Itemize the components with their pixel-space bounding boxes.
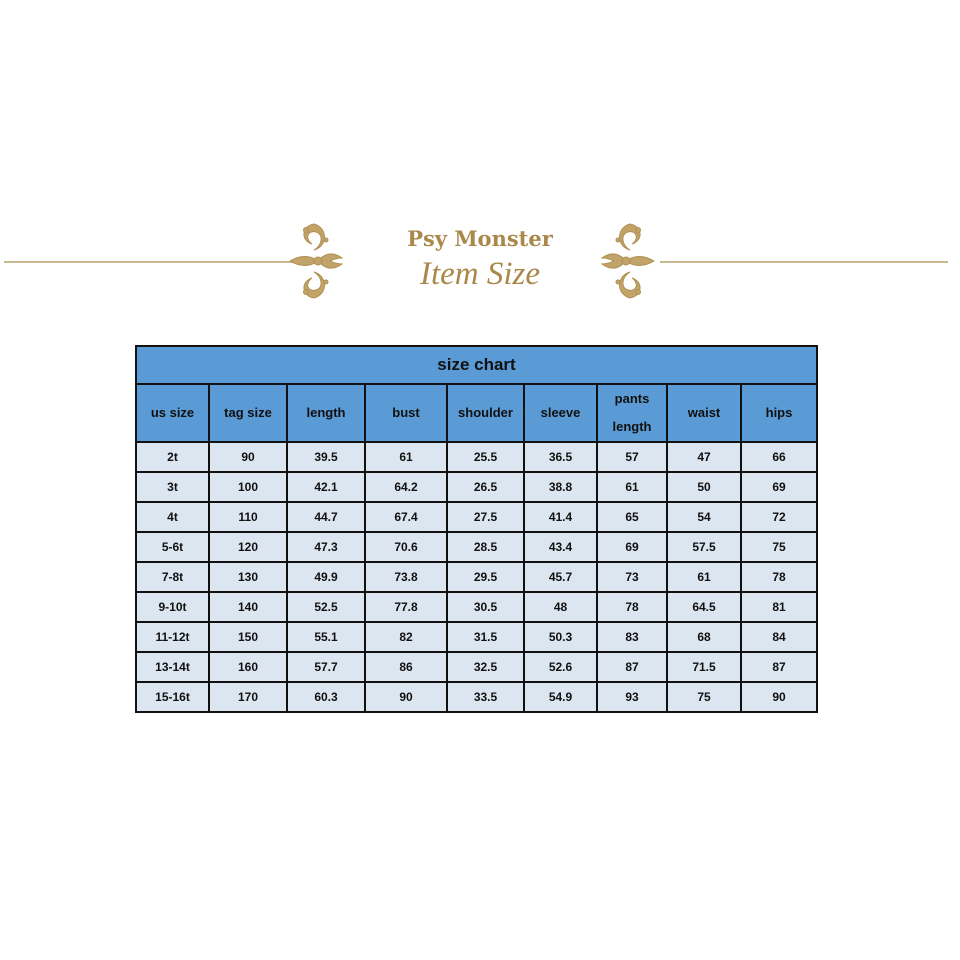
table-row — [136, 682, 817, 712]
table-cell: 11-12t — [136, 622, 209, 652]
table-row — [136, 592, 817, 622]
table-cell: 13-14t — [136, 652, 209, 682]
column-header-label-line2: length — [612, 419, 652, 434]
table-cell: 41.4 — [524, 502, 597, 532]
table-cell: 81 — [741, 592, 817, 622]
table-cell: 3t — [136, 472, 209, 502]
table-cell: 31.5 — [447, 622, 524, 652]
table-cell: 77.8 — [365, 592, 447, 622]
table-cell: 70.6 — [365, 532, 447, 562]
table-row — [136, 532, 817, 562]
table-cell: 78 — [597, 592, 667, 622]
table-cell: 170 — [209, 682, 287, 712]
table-cell: 44.7 — [287, 502, 365, 532]
table-cell: 86 — [365, 652, 447, 682]
table-cell: 49.9 — [287, 562, 365, 592]
table-cell: 25.5 — [447, 442, 524, 472]
table-cell: 39.5 — [287, 442, 365, 472]
table-cell: 15-16t — [136, 682, 209, 712]
column-header — [447, 384, 524, 442]
table-row — [136, 472, 817, 502]
table-row — [136, 562, 817, 592]
table-cell: 120 — [209, 532, 287, 562]
flourish-ornament-left — [284, 216, 344, 306]
table-cell: 61 — [667, 562, 741, 592]
column-header-label: hips — [765, 405, 793, 420]
column-header — [365, 384, 447, 442]
table-cell: 69 — [597, 532, 667, 562]
table-cell: 26.5 — [447, 472, 524, 502]
table-cell: 68 — [667, 622, 741, 652]
table-title: size chart — [136, 346, 817, 384]
table-cell: 100 — [209, 472, 287, 502]
table-cell: 33.5 — [447, 682, 524, 712]
table-row — [136, 652, 817, 682]
table-cell: 54 — [667, 502, 741, 532]
table-cell: 55.1 — [287, 622, 365, 652]
table-cell: 50 — [667, 472, 741, 502]
brand-name: Psy Monster — [407, 226, 553, 251]
header-banner — [0, 200, 960, 320]
table-cell: 72 — [741, 502, 817, 532]
table-cell: 61 — [597, 472, 667, 502]
table-cell: 27.5 — [447, 502, 524, 532]
column-header-label: tag size — [224, 405, 272, 420]
table-cell: 45.7 — [524, 562, 597, 592]
table-row — [136, 442, 817, 472]
column-header — [524, 384, 597, 442]
table-cell: 7-8t — [136, 562, 209, 592]
column-header — [209, 384, 287, 442]
table-cell: 61 — [365, 442, 447, 472]
table-header-row — [136, 384, 817, 442]
page-subtitle: Item Size — [419, 256, 541, 292]
table-cell: 69 — [741, 472, 817, 502]
table-cell: 52.6 — [524, 652, 597, 682]
column-header-label: length — [306, 405, 346, 420]
table-cell: 83 — [597, 622, 667, 652]
table-title-row — [136, 346, 817, 384]
table-cell: 90 — [209, 442, 287, 472]
table-cell: 32.5 — [447, 652, 524, 682]
table-cell: 87 — [741, 652, 817, 682]
table-cell: 65 — [597, 502, 667, 532]
divider-line-left — [4, 261, 296, 263]
table-cell: 64.5 — [667, 592, 741, 622]
table-cell: 29.5 — [447, 562, 524, 592]
table-cell: 43.4 — [524, 532, 597, 562]
column-header-label: sleeve — [540, 405, 581, 420]
size-chart-table — [135, 345, 818, 713]
table-cell: 75 — [667, 682, 741, 712]
table-cell: 57.7 — [287, 652, 365, 682]
column-header — [287, 384, 365, 442]
table-cell: 4t — [136, 502, 209, 532]
table-cell: 50.3 — [524, 622, 597, 652]
table-cell: 71.5 — [667, 652, 741, 682]
table-cell: 67.4 — [365, 502, 447, 532]
table-cell: 30.5 — [447, 592, 524, 622]
table-cell: 47 — [667, 442, 741, 472]
table-row — [136, 502, 817, 532]
table-cell: 73 — [597, 562, 667, 592]
table-cell: 42.1 — [287, 472, 365, 502]
table-cell: 73.8 — [365, 562, 447, 592]
column-header — [597, 384, 667, 442]
table-cell: 90 — [741, 682, 817, 712]
table-cell: 160 — [209, 652, 287, 682]
size-chart-container — [135, 345, 818, 713]
table-cell: 87 — [597, 652, 667, 682]
table-cell: 78 — [741, 562, 817, 592]
table-cell: 28.5 — [447, 532, 524, 562]
table-cell: 38.8 — [524, 472, 597, 502]
table-cell: 36.5 — [524, 442, 597, 472]
column-header — [667, 384, 741, 442]
divider-line-right — [660, 261, 948, 263]
column-header — [136, 384, 209, 442]
table-cell: 52.5 — [287, 592, 365, 622]
table-cell: 84 — [741, 622, 817, 652]
table-cell: 66 — [741, 442, 817, 472]
column-header-label: bust — [392, 405, 420, 420]
column-header-label: us size — [150, 405, 195, 420]
table-cell: 5-6t — [136, 532, 209, 562]
table-cell: 60.3 — [287, 682, 365, 712]
table-cell: 93 — [597, 682, 667, 712]
table-cell: 57 — [597, 442, 667, 472]
table-cell: 150 — [209, 622, 287, 652]
table-cell: 54.9 — [524, 682, 597, 712]
table-cell: 110 — [209, 502, 287, 532]
table-cell: 57.5 — [667, 532, 741, 562]
table-cell: 48 — [524, 592, 597, 622]
table-cell: 75 — [741, 532, 817, 562]
flourish-ornament-right — [600, 216, 660, 306]
table-cell: 90 — [365, 682, 447, 712]
column-header-label: shoulder — [458, 405, 513, 420]
table-cell: 47.3 — [287, 532, 365, 562]
column-header-label: pants — [614, 391, 650, 406]
table-cell: 64.2 — [365, 472, 447, 502]
column-header — [741, 384, 817, 442]
column-header-label: waist — [687, 405, 721, 420]
table-cell: 82 — [365, 622, 447, 652]
table-row — [136, 622, 817, 652]
table-cell: 140 — [209, 592, 287, 622]
table-cell: 9-10t — [136, 592, 209, 622]
table-cell: 2t — [136, 442, 209, 472]
table-cell: 130 — [209, 562, 287, 592]
